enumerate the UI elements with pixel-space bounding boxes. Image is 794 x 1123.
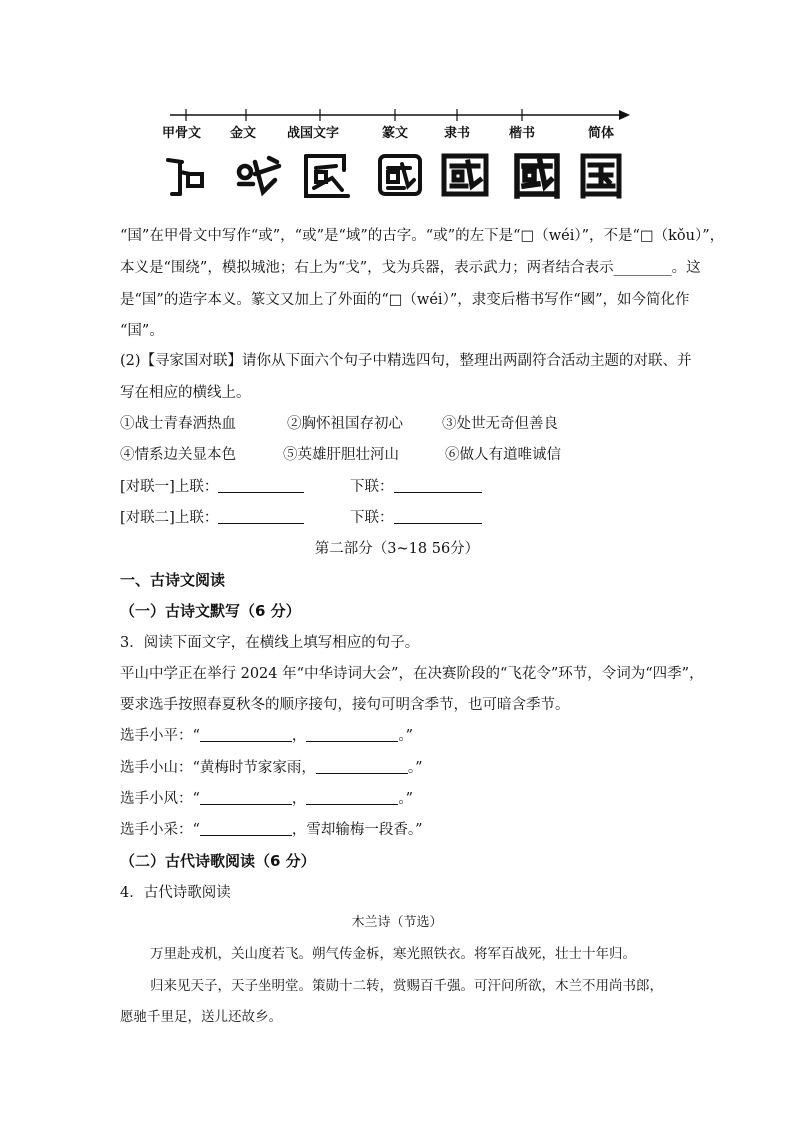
player-xiaoping-sep: ， [291, 728, 307, 744]
section-1-heading: 一、古诗文阅读 [120, 571, 226, 589]
xiaocai-blank[interactable] [200, 821, 292, 836]
q3-text-line-2: 要求选手按照春夏秋冬的顺序接句，接句可明含季节，也可暗含季节。 [120, 697, 570, 713]
player-xiaoping-end: 。” [398, 728, 414, 744]
warring-states-glyph-image [300, 150, 352, 200]
intro-line-3: 是“国”的造字本义。篆文又加上了外面的“□（wéi）”，隶变后楷书写作“國”，如今简化作 [120, 292, 690, 308]
oracle-bone-glyph-image [162, 150, 210, 200]
couplet-2-lower-label: 下联： [350, 510, 394, 526]
player-xiaofeng-sep: ， [291, 791, 307, 807]
timeline-label-simplified: 简体 [588, 126, 615, 141]
xiaoping-blank-1[interactable] [200, 727, 292, 742]
option-1: ①战士青春洒热血 [120, 416, 236, 432]
timeline-label-bronze: 金文 [230, 126, 257, 141]
xiaofeng-blank-2[interactable] [306, 790, 398, 805]
clerical-glyph-image [440, 150, 490, 200]
couplet-2-lower-blank[interactable] [394, 509, 482, 524]
regular-script-glyph-image [512, 150, 562, 200]
timeline-label-clerical: 隶书 [444, 126, 471, 141]
xiaoping-blank-2[interactable] [306, 727, 398, 742]
couplet-1-upper-blank[interactable] [218, 478, 304, 493]
xiaoshan-blank[interactable] [316, 759, 408, 774]
couplet-2-upper [120, 508, 304, 528]
couplet-1-upper-label: [对联一]上联： [120, 479, 219, 495]
part-2-title: 第二部分（3~18 56分） [314, 541, 480, 557]
couplet-1-upper [120, 477, 304, 497]
option-6: ⑥做人有道唯诚信 [445, 447, 561, 463]
poem-title: 木兰诗（节选） [351, 915, 443, 930]
player-xiaoshan-end: 。” [407, 760, 423, 776]
q2-prompt-line-2: 写在相应的横线上。 [120, 385, 251, 401]
poem-line-1: 万里赴戎机，关山度若飞。朔气传金柝，寒光照铁衣。将军百战死，壮士十年归。 [150, 946, 636, 962]
subsection-2-heading: （二）古代诗歌阅读（6 分） [120, 852, 316, 870]
intro-line-1: “国”在甲骨文中写作“或”，“或”是“域”的古字。“或”的左下是“□（wéi）”，不是“□（kǒu）”， [120, 228, 725, 244]
option-3: ③处世无奇但善良 [442, 416, 558, 432]
timeline-label-regular: 楷书 [509, 126, 536, 141]
intro-line-4: “国”。 [120, 323, 164, 339]
couplet-1-lower-label: 下联： [350, 479, 394, 495]
player-xiaocai [120, 820, 423, 840]
option-4: ④情系边关显本色 [120, 447, 236, 463]
couplet-1-lower [350, 477, 482, 497]
timeline-label-seal: 篆文 [382, 126, 409, 141]
couplet-2-upper-label: [对联二]上联： [120, 510, 219, 526]
player-xiaofeng [120, 789, 413, 809]
option-2: ②胸怀祖国存初心 [287, 416, 403, 432]
option-5: ⑤英雄肝胆壮河山 [283, 447, 399, 463]
player-xiaoping [120, 726, 413, 746]
player-xiaofeng-end: 。” [398, 791, 414, 807]
poem-line-3: 愿驰千里足，送儿还故乡。 [120, 1009, 282, 1025]
player-xiaoshan [120, 758, 423, 778]
timeline-label-warring: 战国文字 [287, 126, 340, 141]
player-xiaoshan-label: 选手小山：“黄梅时节家家雨， [120, 760, 316, 776]
couplet-1-lower-blank[interactable] [394, 478, 482, 493]
simplified-glyph-image [578, 150, 624, 200]
bronze-glyph-image [235, 150, 285, 200]
player-xiaocai-label: 选手小采：“ [120, 822, 200, 838]
seal-glyph-image [376, 150, 424, 200]
couplet-2-lower [350, 508, 482, 528]
player-xiaoping-label: 选手小平：“ [120, 728, 200, 744]
q2-prompt-line-1: (2)【寻家国对联】请你从下面六个句子中精选四句，整理出两副符合活动主题的对联、并 [120, 353, 692, 369]
subsection-1-heading: （一）古诗文默写（6 分） [120, 602, 301, 620]
q4-prompt: 4．古代诗歌阅读 [120, 885, 231, 901]
q3-text-line-1: 平山中学正在举行 2024 年“中华诗词大会”，在决赛阶段的“飞花令”环节，令词为“四季”， [120, 666, 704, 682]
couplet-2-upper-blank[interactable] [218, 509, 304, 524]
player-xiaofeng-label: 选手小风：“ [120, 791, 200, 807]
player-xiaocai-end: ，雪却输梅一段香。” [291, 822, 423, 838]
intro-line-2: 本义是“围绕”，模拟城池；右上为“戈”，戈为兵器，表示武力；两者结合表示________。这 [120, 260, 701, 276]
q3-prompt: 3．阅读下面文字，在横线上填写相应的句子。 [120, 635, 420, 651]
timeline-label-oracle: 甲骨文 [162, 126, 202, 141]
timeline-axis [0, 0, 794, 130]
poem-line-2: 归来见天子，天子坐明堂。策勋十二转，赏赐百千强。可汗问所欲，木兰不用尚书郎， [150, 978, 663, 994]
xiaofeng-blank-1[interactable] [200, 790, 292, 805]
